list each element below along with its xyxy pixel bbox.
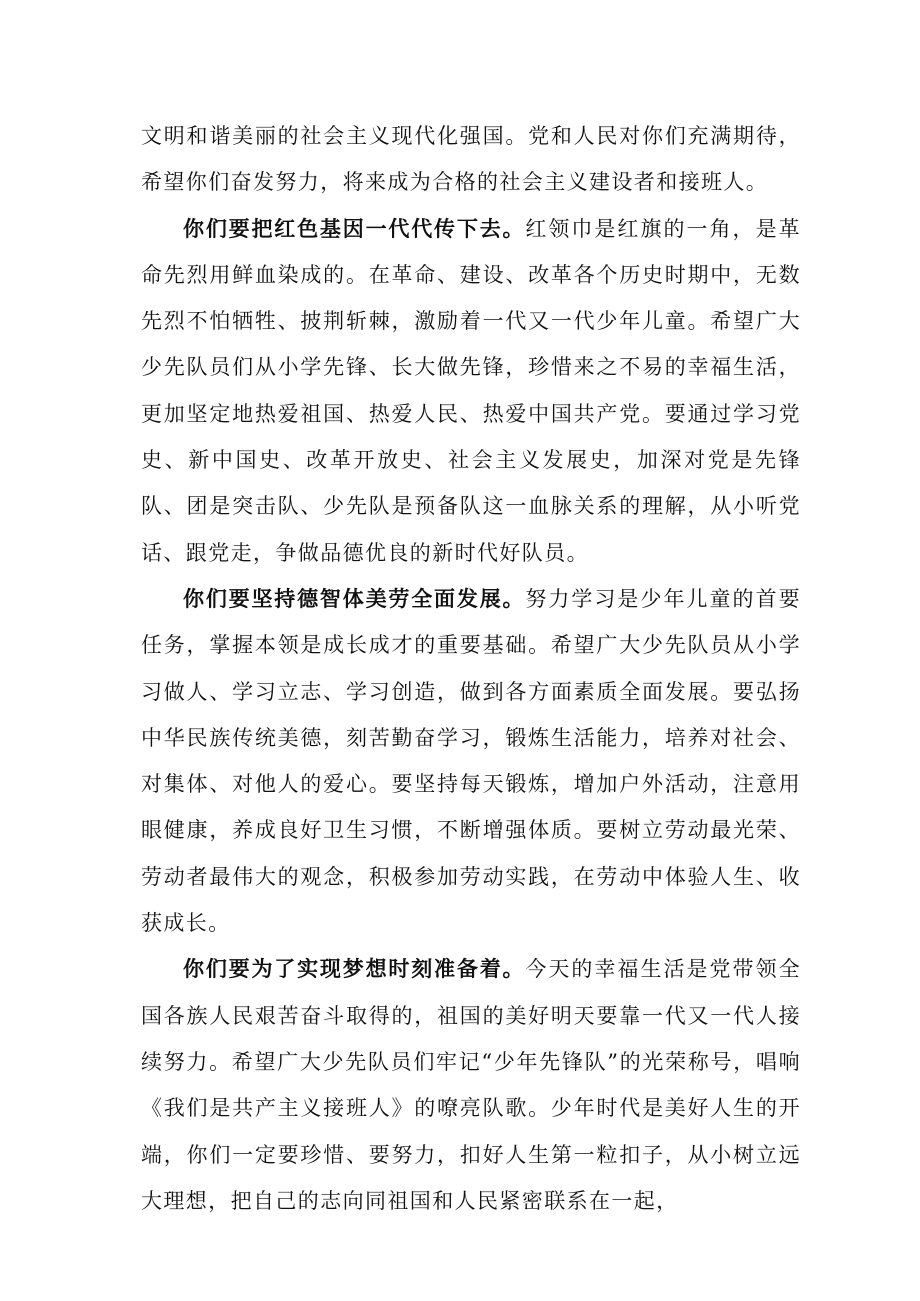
paragraph-text: 文明和谐美丽的社会主义现代化强国。党和人民对你们充满期待，希望你们奋发努力，将来成为合格的社会主义建设者和接班人。 xyxy=(141,124,801,195)
paragraph-continuation xyxy=(141,113,801,206)
paragraph-lead-heading: 你们要为了实现梦想时刻准备着。 xyxy=(183,957,526,982)
paragraph-text: 今天的幸福生活是党带领全国各族人民艰苦奋斗取得的，祖国的美好明天要靠一代又一代人接续努力。希望广大少先队员们牢记“少年先锋队”的光荣称号，唱响《我们是共产主义接班人》的嘹亮队歌。少年时代是美好人生的开端，你们一定要珍惜、要努力，扣好人生第一粒扣子，从小树立远大理想，把自己的志向同祖国和人民紧密联系在一起， xyxy=(141,957,801,1213)
paragraph-lead-heading: 你们要坚持德智体美劳全面发展。 xyxy=(183,586,526,611)
document-body xyxy=(141,113,801,1224)
paragraph-always-prepared xyxy=(141,946,801,1224)
paragraph-lead-heading: 你们要把红色基因一代代传下去。 xyxy=(183,216,526,241)
paragraph-text: 红领巾是红旗的一角，是革命先烈用鲜血染成的。在革命、建设、改革各个历史时期中，无数先烈不怕牺牲、披荆斩棘，激励着一代又一代少年儿童。希望广大少先队员们从小学先锋、长大做先锋，珍惜来之不易的幸福生活，更加坚定地热爱祖国、热爱人民、热爱中国共产党。要通过学习党史、新中国史、改革开放史、社会主义发展史，加深对党是先锋队、团是突击队、少先队是预备队这一血脉关系的理解，从小听党话、跟党走，争做品德优良的新时代好队员。 xyxy=(141,216,801,565)
paragraph-red-gene xyxy=(141,206,801,576)
paragraph-all-round-development xyxy=(141,576,801,946)
paragraph-text: 努力学习是少年儿童的首要任务，掌握本领是成长成才的重要基础。希望广大少先队员从小学习做人、学习立志、学习创造，做到各方面素质全面发展。要弘扬中华民族传统美德，刻苦勤奋学习，锻炼生活能力，培养对社会、对集体、对他人的爱心。要坚持每天锻炼，增加户外活动，注意用眼健康，养成良好卫生习惯，不断增强体质。要树立劳动最光荣、劳动者最伟大的观念，积极参加劳动实践，在劳动中体验人生、收获成长。 xyxy=(141,586,801,936)
